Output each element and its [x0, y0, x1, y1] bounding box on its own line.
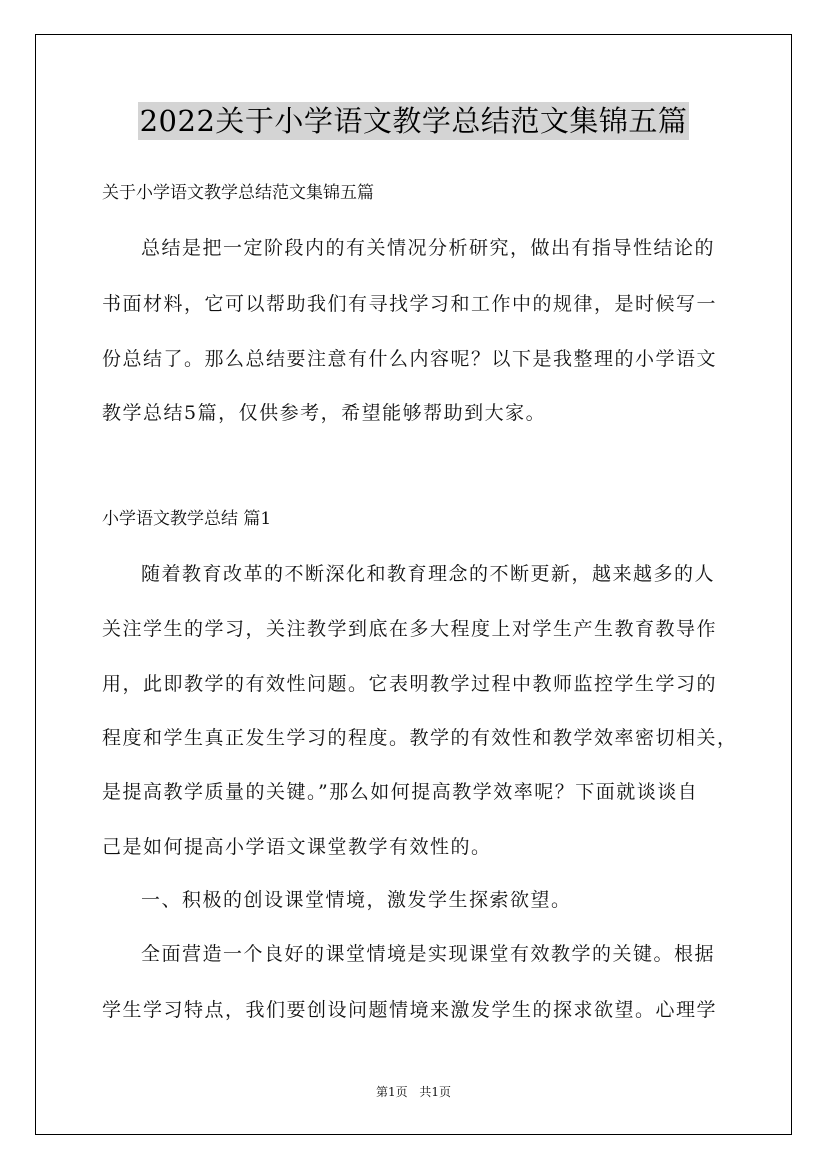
- paragraph-line: 教学总结5篇，仅供参考，希望能够帮助到大家。: [102, 402, 547, 424]
- page-footer: [0, 1084, 827, 1100]
- paragraph-line: 书面材料，它可以帮助我们有寻找学习和工作中的规律，是时候写一: [102, 293, 718, 315]
- paragraph-line: 学生学习特点，我们要创设问题情境来激发学生的探求欲望。心理学: [102, 999, 718, 1021]
- document-subtitle: 关于小学语文教学总结范文集锦五篇: [102, 183, 374, 203]
- paragraph-line: 是提高教学质量的关键。”那么如何提高教学效率呢？下面就谈谈自: [102, 781, 699, 803]
- paragraph-line: 全面营造一个良好的课堂情境是实现课堂有效教学的关键。根据: [141, 943, 716, 965]
- paragraph-line: 一、积极的创设课堂情境，激发学生探索欲望。: [141, 889, 572, 911]
- title-wrap: [0, 102, 827, 140]
- paragraph-line: 份总结了。那么总结要注意有什么内容呢？以下是我整理的小学语文: [102, 348, 718, 370]
- page-number: 第1页: [375, 1085, 408, 1099]
- paragraph-line: 己是如何提高小学语文课堂教学有效性的。: [102, 836, 492, 858]
- paragraph-line: 随着教育改革的不断深化和教育理念的不断更新，越来越多的人: [141, 563, 716, 585]
- paragraph-line: 关注学生的学习，关注教学到底在多大程度上对学生产生教育教导作: [102, 618, 718, 640]
- document-title: 2022关于小学语文教学总结范文集锦五篇: [139, 104, 688, 138]
- paragraph-line: 总结是把一定阶段内的有关情况分析研究，做出有指导性结论的: [141, 237, 716, 259]
- paragraph-line: 程度和学生真正发生学习的程度。教学的有效性和教学效率密切相关，: [102, 727, 738, 749]
- section-heading: 小学语文教学总结 篇1: [102, 509, 272, 529]
- page-total: 共1页: [419, 1085, 452, 1099]
- paragraph-line: 用，此即教学的有效性问题。它表明教学过程中教师监控学生学习的: [102, 673, 718, 695]
